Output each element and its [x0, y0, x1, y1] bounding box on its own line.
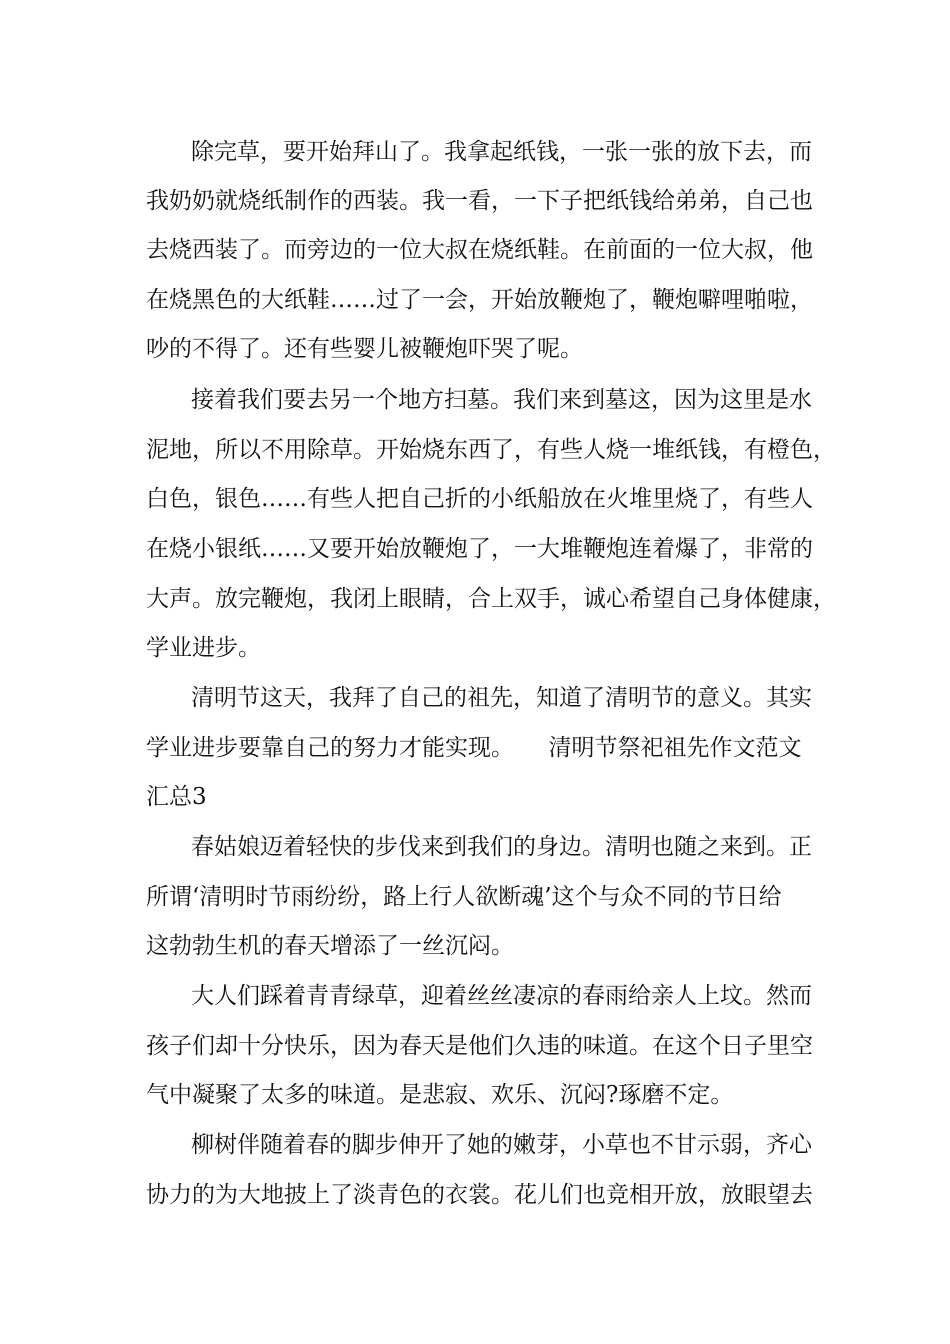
text-line: 吵的不得了。还有些婴儿被鞭炮吓哭了呢。: [146, 336, 583, 362]
text-line: 泥地，所以不用除草。开始烧东西了，有些人烧一堆纸钱，有橙色，: [146, 437, 836, 463]
text-line: 这勃勃生机的春天增添了一丝沉闷。: [146, 933, 514, 959]
text-line: 在烧黑色的大纸鞋……过了一会，开始放鞭炮了，鞭炮噼哩啪啦，: [146, 287, 813, 313]
text-line: 柳树伴随着春的脚步伸开了她的嫩芽，小草也不甘示弱，齐心: [191, 1132, 812, 1158]
text-line: 协力的为大地披上了淡青色的衣裳。花儿们也竞相开放，放眼望去: [146, 1182, 813, 1208]
text-line: 春姑娘迈着轻快的步伐来到我们的身边。清明也随之来到。正: [191, 834, 812, 860]
text-line: 汇总3: [146, 784, 207, 810]
text-line: 学业进步要靠自己的努力才能实现。 清明节祭祀祖先作文范文: [146, 735, 802, 761]
text-line: 我奶奶就烧纸制作的西装。我一看，一下子把纸钱给弟弟，自己也: [146, 188, 813, 214]
text-line: 白色，银色……有些人把自己折的小纸船放在火堆里烧了，有些人: [146, 486, 813, 512]
text-line: 大人们踩着青青绿草，迎着丝丝凄凉的春雨给亲人上坟。然而: [191, 983, 812, 1009]
text-line: 气中凝聚了太多的味道。是悲寂、欢乐、沉闷?琢磨不定。: [146, 1082, 734, 1108]
text-line: 除完草，要开始拜山了。我拿起纸钱，一张一张的放下去，而: [191, 139, 812, 165]
text-line: 接着我们要去另一个地方扫墓。我们来到墓这，因为这里是水: [191, 387, 812, 413]
text-line: 孩子们却十分快乐，因为春天是他们久违的味道。在这个日子里空: [146, 1033, 813, 1059]
text-line: 学业进步。: [146, 635, 261, 661]
text-line: 去烧西装了。而旁边的一位大叔在烧纸鞋。在前面的一位大叔，他: [146, 237, 813, 263]
text-line: 在烧小银纸……又要开始放鞭炮了，一大堆鞭炮连着爆了，非常的: [146, 536, 813, 562]
text-line: 清明节这天，我拜了自己的祖先，知道了清明节的意义。其实: [191, 685, 812, 711]
text-line: 所谓‘清明时节雨纷纷，路上行人欲断魂’这个与众不同的节日给: [146, 884, 782, 910]
text-line: 大声。放完鞭炮，我闭上眼睛，合上双手，诚心希望自己身体健康，: [146, 586, 836, 612]
